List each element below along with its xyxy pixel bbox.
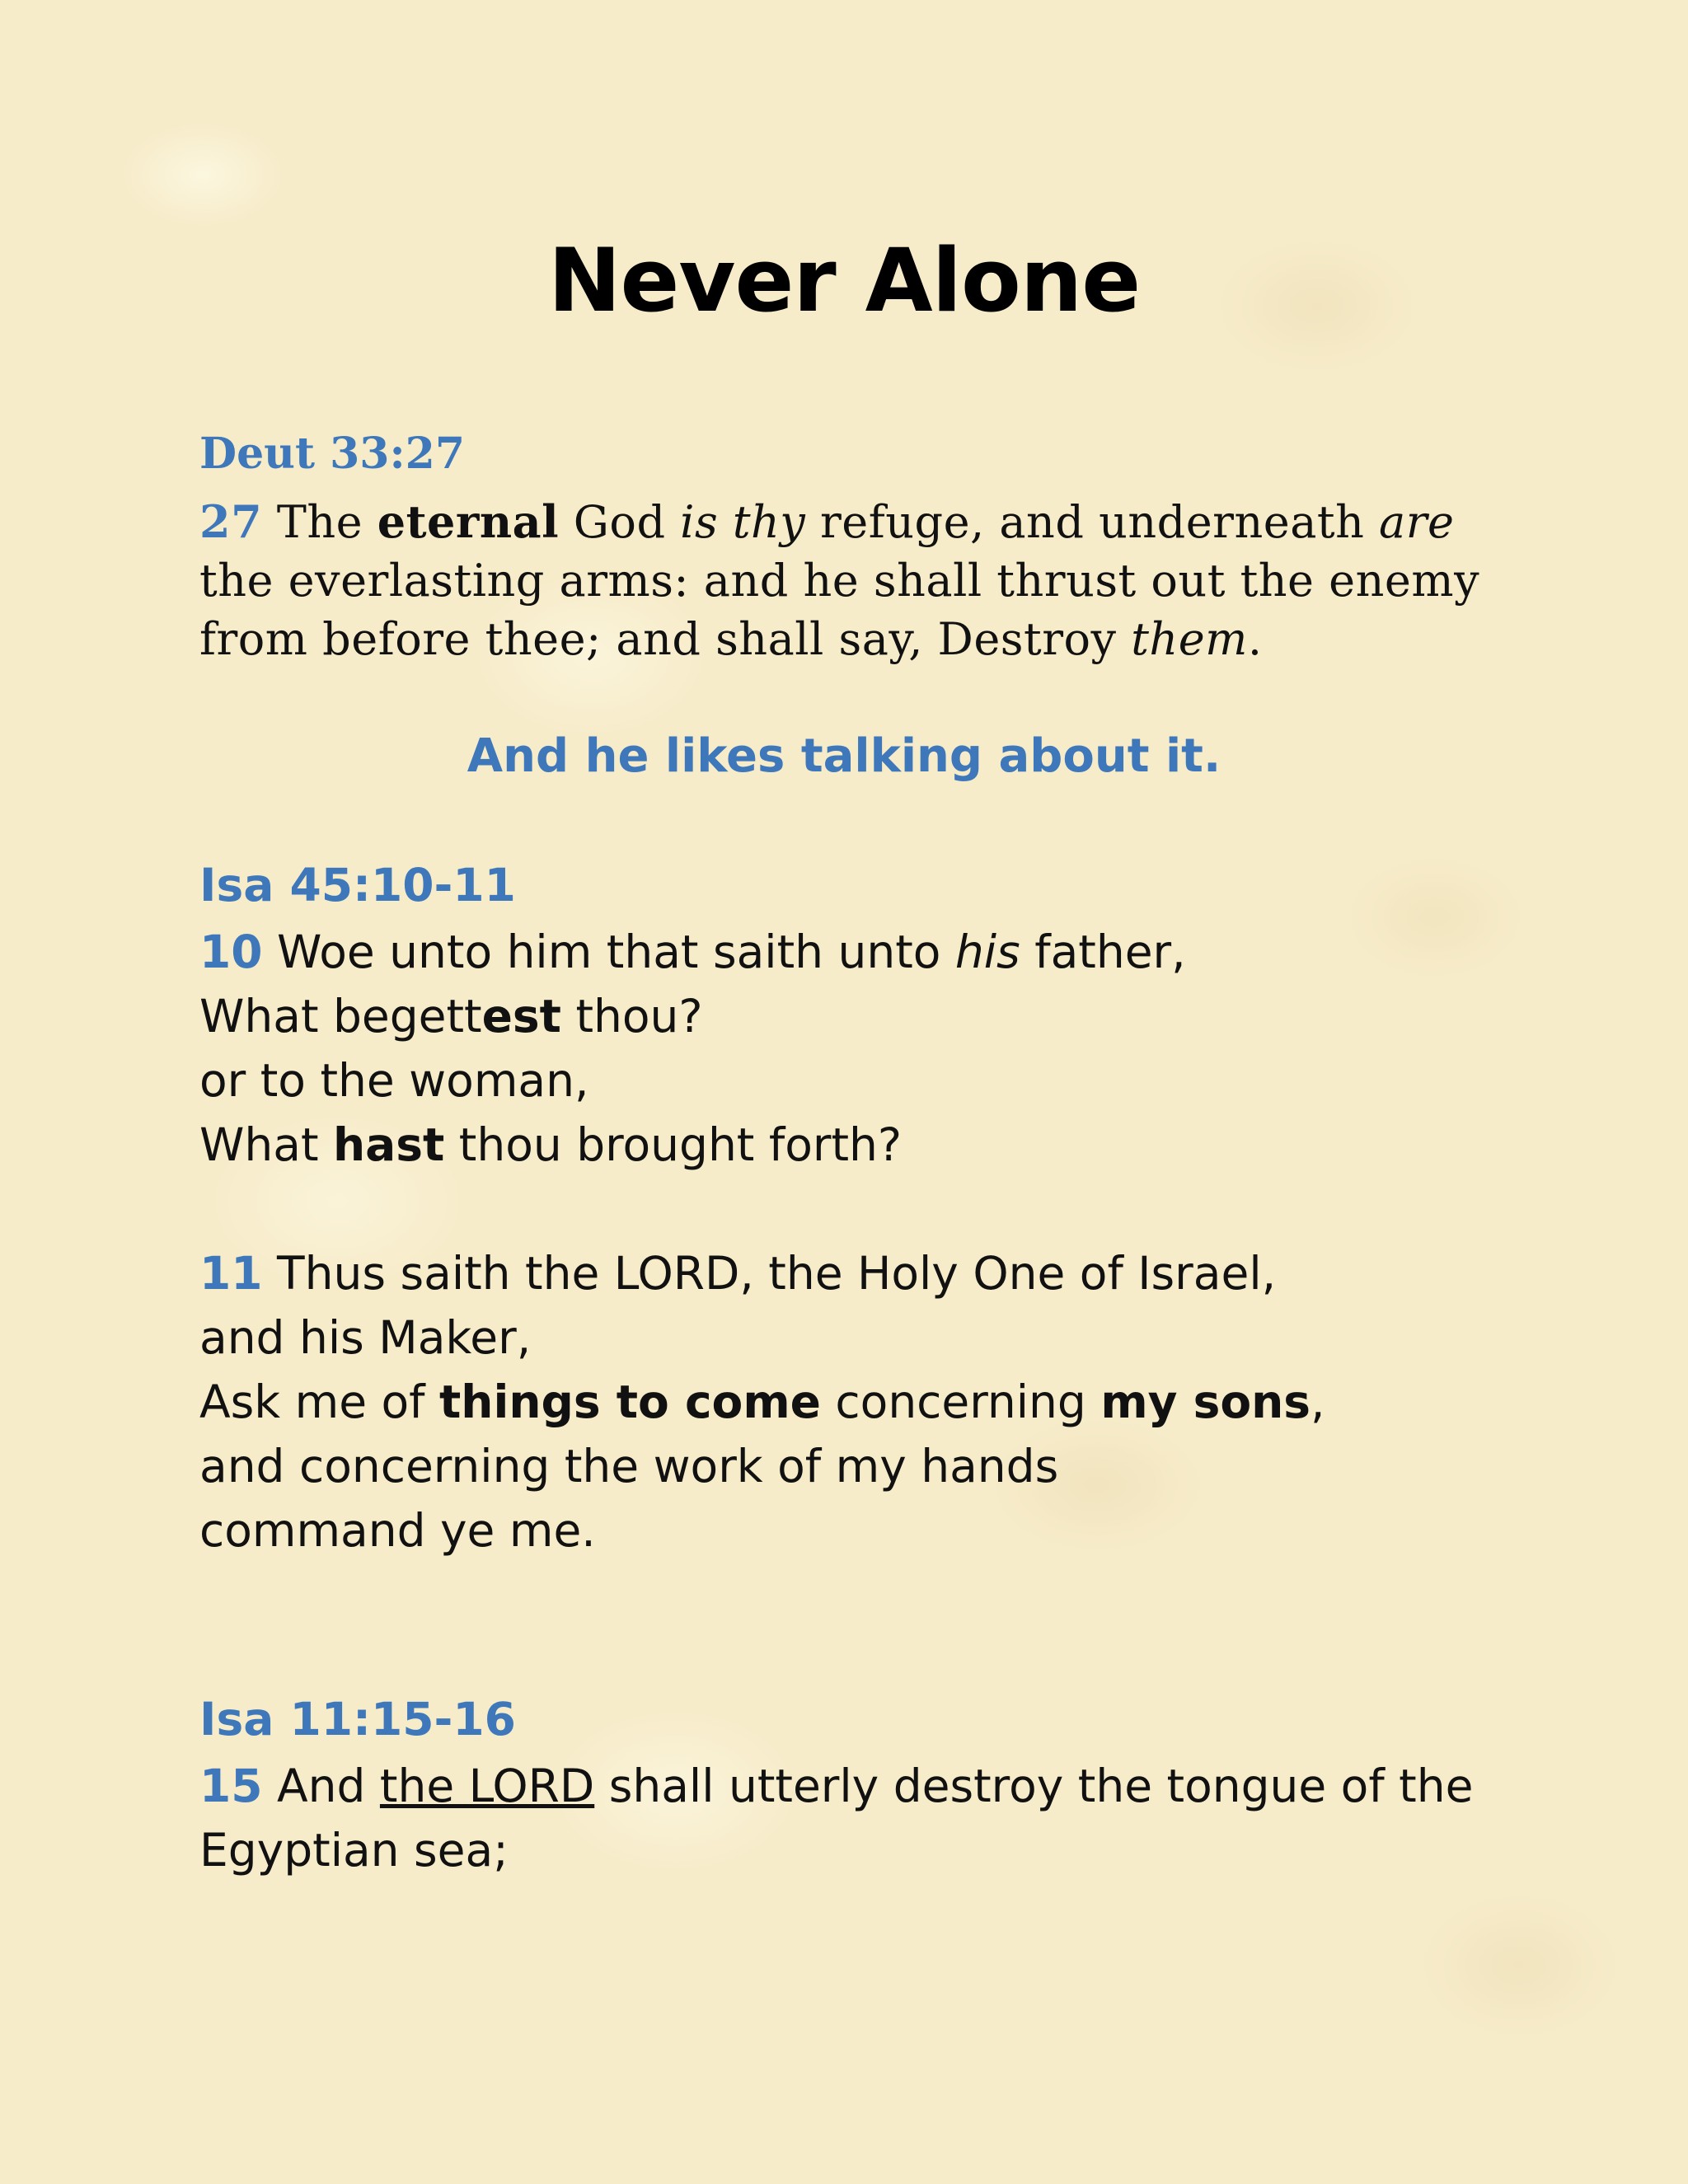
verse-line: Egyptian sea; [199,1824,509,1877]
verse-line: or to the woman, [199,1054,589,1107]
verse-line: and concerning the work of my hands [199,1440,1059,1493]
deut-verse-27: 27 The eternal God is thy refuge, and underneath are the everlasting arms: and he shall thrust out the enemy from before thee; and shall say, Destroy them. [199,495,1480,665]
verse-number: 27 [199,495,263,548]
emphasis-eternal: eternal [377,495,560,548]
verse-line: 15 And the LORD shall utterly destroy the tongue of the [199,1760,1474,1812]
tagline: And he likes talking about it. [467,729,1221,783]
page-title: Never Alone [547,230,1141,331]
isa11-reference: Isa 11:15-16 [199,1693,516,1746]
verse-number: 11 [199,1247,263,1300]
isa11-verse-15 [199,1754,1473,1882]
verse-line: and his Maker, [199,1311,532,1364]
verse-number: 10 [199,926,263,978]
isa45-verse-11 [199,1241,1325,1563]
deut-reference: Deut 33:27 [199,429,466,479]
verse-line: command ye me. [199,1504,596,1557]
underlined-phrase: the LORD [379,1760,595,1812]
verse-line: Ask me of things to come concerning my sons, [199,1376,1325,1428]
isa45-reference: Isa 45:10-11 [199,859,516,912]
verse-line: 10 Woe unto him that saith unto his father, [199,926,1186,978]
verse-line: 11 Thus saith the LORD, the Holy One of Israel, [199,1247,1277,1300]
verse-line: What begettest thou? [199,990,703,1043]
verse-number: 15 [199,1760,263,1812]
verse-line: What hast thou brought forth? [199,1118,903,1171]
isa45-verse-10 [199,920,1186,1177]
